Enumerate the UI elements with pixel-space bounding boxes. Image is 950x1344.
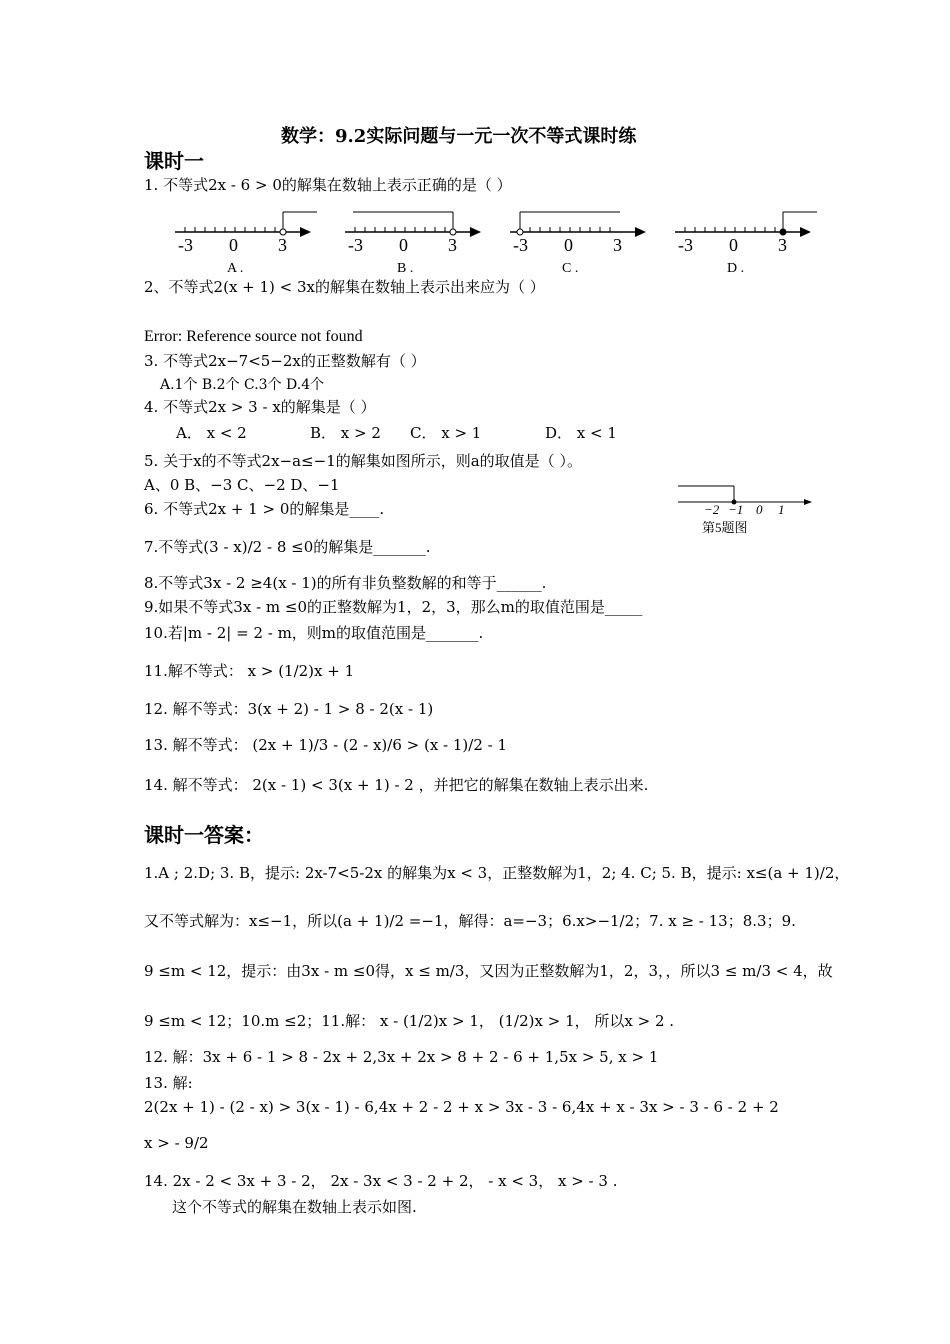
answers-heading: 课时一答案： <box>144 823 264 847</box>
question-9: 9.如果不等式3x - m ≤0的正整数解为1，2，3，那么m的取值范围是_____ <box>144 598 643 616</box>
answer-12: 12. 解：3x + 6 - 1 > 8 - 2x + 2,3x + 2x > 8 + 2 - 6 + 1,5x > 5, x > 1 <box>144 1048 659 1066</box>
q4-option-a: A． x < 2 <box>176 424 247 442</box>
answer-line-2: 又不等式解为：x≤−1，所以(a + 1)/2 =−1，解得：a=−3；6.x>−1/2；7. x ≥ - 13；8.3；9. <box>144 912 796 930</box>
question-7: 7.不等式(3 - x)/2 - 8 ≤0的解集是_______. <box>144 538 431 556</box>
answer-14-note: 这个不等式的解集在数轴上表示如图. <box>172 1198 417 1216</box>
choice-label: D . <box>727 261 745 276</box>
question-5: 5. 关于x的不等式2x−a≤−1的解集如图所示，则a的取值是（ ）。 <box>144 452 582 470</box>
q1-number-lines <box>160 206 840 276</box>
tick-label: 3 <box>778 235 787 255</box>
tick-label: 0 <box>399 235 408 255</box>
tick-label: -3 <box>178 235 193 255</box>
question-2: 2、不等式2(x + 1) < 3x的解集在数轴上表示出来应为（ ） <box>144 278 545 296</box>
error-reference: Error: Reference source not found <box>144 328 363 345</box>
answer-13-result: x > - 9/2 <box>144 1134 209 1152</box>
question-13: 13. 解不等式： (2x + 1)/3 - (2 - x)/6 > (x - 1)/2 - 1 <box>144 736 508 754</box>
tick-label: -3 <box>678 235 693 255</box>
question-11: 11.解不等式： x > (1/2)x + 1 <box>144 662 355 680</box>
tick-label: -3 <box>348 235 363 255</box>
tick-label: 3 <box>278 235 287 255</box>
section-heading: 课时一 <box>144 149 204 173</box>
number-line-d <box>675 212 817 276</box>
choice-label: A . <box>227 261 244 276</box>
question-6: 6. 不等式2x + 1 > 0的解集是____. <box>144 500 385 518</box>
answer-line-3: 9 ≤m < 12，提示：由3x - m ≤0得，x ≤ m/3，又因为正整数解为1，2，3，，所以3 ≤ m/3 < 4，故 <box>144 962 833 980</box>
tick-label: -3 <box>513 235 528 255</box>
tick-label: 0 <box>564 235 573 255</box>
tick-label: 1 <box>778 502 785 517</box>
question-3-options: A.1个 B.2个 C.3个 D.4个 <box>160 377 325 393</box>
question-4: 4. 不等式2x > 3 - x的解集是（ ） <box>144 398 376 416</box>
q4-option-b: B． x > 2 <box>310 424 381 442</box>
q4-option-c: C． x > 1 <box>410 424 482 442</box>
choice-label: C . <box>562 261 579 276</box>
tick-label: 0 <box>729 235 738 255</box>
q5-number-line <box>672 480 822 540</box>
tick-label: 3 <box>448 235 457 255</box>
answer-line-1: 1.A ; 2.D; 3. B，提示: 2x-7<5-2x 的解集为x < 3，正整数解为1，2; 4. C; 5. B，提示: x≤(a + 1)/2， <box>144 864 850 882</box>
page-title: 数学：9.2实际问题与一元一次不等式课时练 <box>281 126 637 147</box>
tick-label: −2 <box>704 502 720 517</box>
tick-label: −1 <box>728 502 744 517</box>
question-3: 3. 不等式2x−7<5−2x的正整数解有（ ） <box>144 352 426 370</box>
figure-caption: 第5题图 <box>702 520 748 535</box>
number-line-a <box>175 212 317 276</box>
question-5-options: A、0 B、−3 C、−2 D、−1 <box>144 476 340 494</box>
tick-label: 3 <box>613 235 622 255</box>
answer-13-label: 13. 解: <box>144 1074 193 1092</box>
question-12: 12. 解不等式：3(x + 2) - 1 > 8 - 2(x - 1) <box>144 700 434 718</box>
question-8: 8.不等式3x - 2 ≥4(x - 1)的所有非负整数解的和等于______. <box>144 574 547 592</box>
question-10: 10.若|m - 2| = 2 - m，则m的取值范围是_______. <box>144 624 484 642</box>
answer-line-4: 9 ≤m < 12；10.m ≤2；11.解： x - (1/2)x > 1， (1/2)x > 1， 所以x > 2 . <box>144 1012 675 1030</box>
answer-13-work: 2(2x + 1) - (2 - x) > 3(x - 1) - 6,4x + 2 - 2 + x > 3x - 3 - 6,4x + x - 3x > - 3 - 6 - 2 + 2 <box>144 1098 779 1116</box>
tick-label: 0 <box>229 235 238 255</box>
tick-label: 0 <box>756 502 763 517</box>
question-14: 14. 解不等式： 2(x - 1) < 3(x + 1) - 2 ，并把它的解集在数轴上表示出来. <box>144 776 649 794</box>
question-1: 1. 不等式2x - 6 > 0的解集在数轴上表示正确的是（ ） <box>144 176 512 194</box>
choice-label: B . <box>397 261 414 276</box>
number-line-b <box>345 212 481 276</box>
answer-14: 14. 2x - 2 < 3x + 3 - 2， 2x - 3x < 3 - 2 + 2， - x < 3， x > - 3 . <box>144 1172 618 1190</box>
number-line-c <box>510 212 646 276</box>
q4-option-d: D． x < 1 <box>545 424 617 442</box>
